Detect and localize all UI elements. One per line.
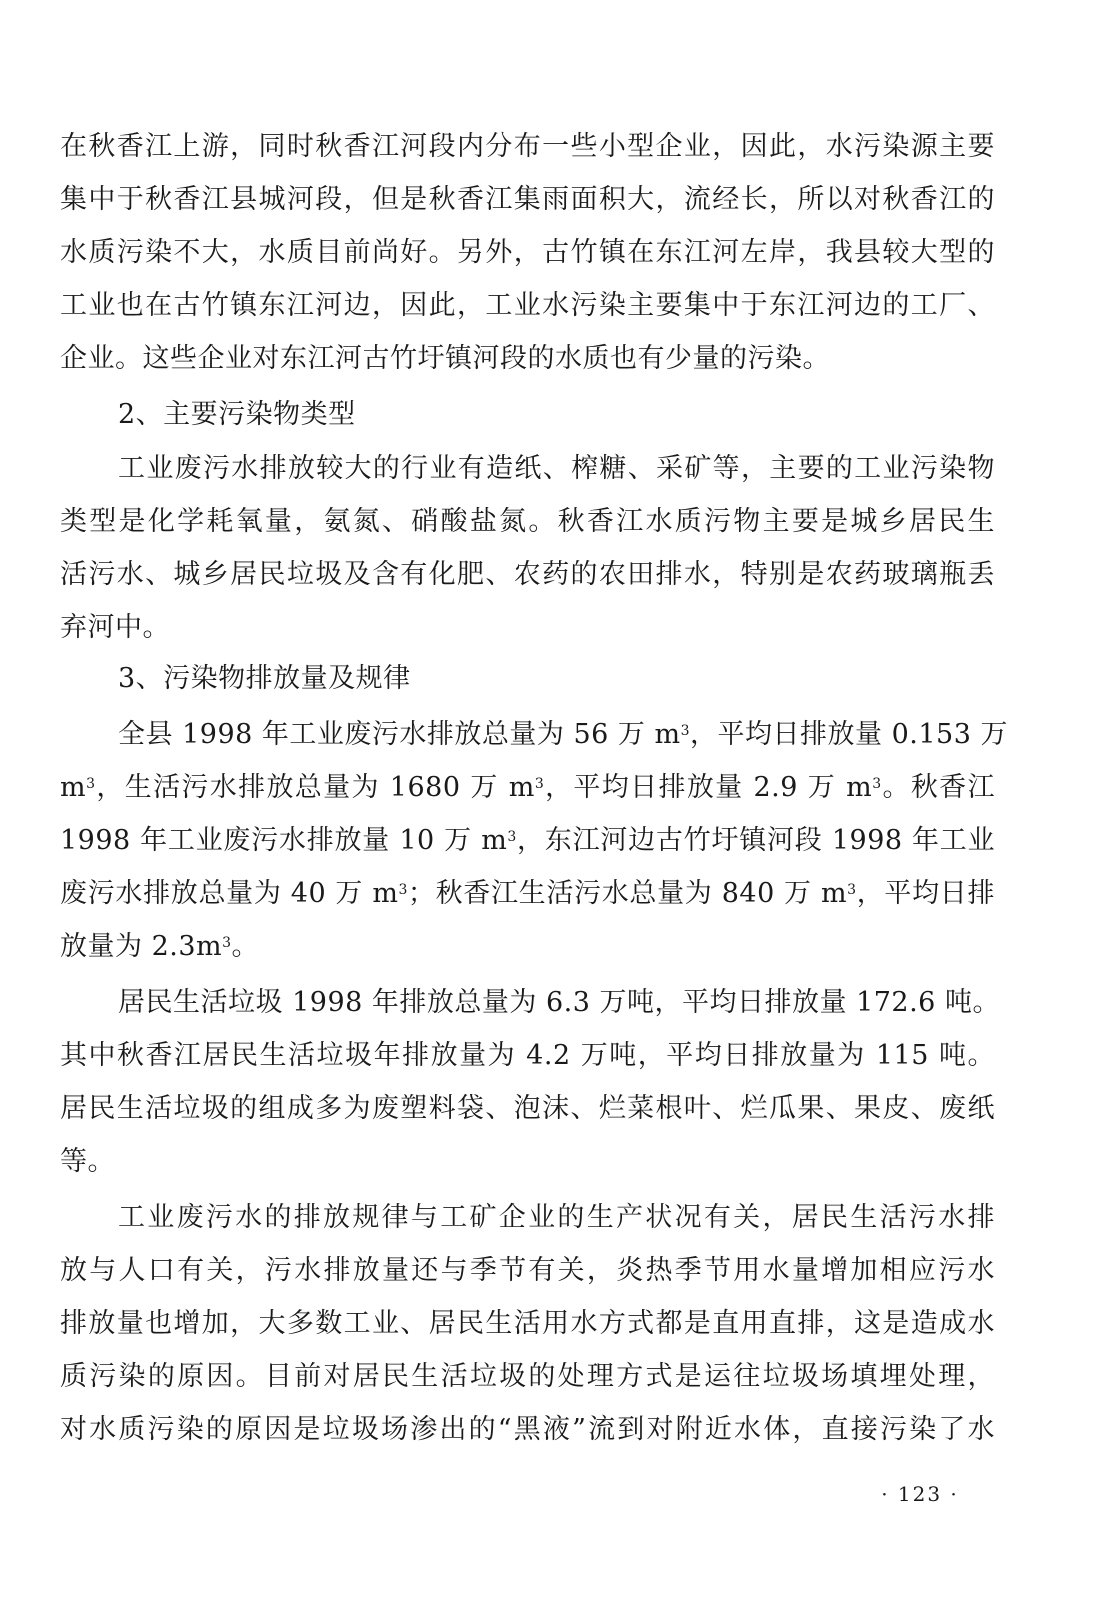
paragraph-line: 1998 年工业废污水排放量 10 万 $m^3$，东江河边古竹圩镇河段 1998 年工业 (60, 825, 995, 856)
paragraph-line: 弃河中。 (60, 612, 170, 643)
paragraph-line: 排放量也增加，大多数工业、居民生活用水方式都是直用直排，这是造成水 (60, 1308, 995, 1339)
paragraph-line: 放量为 $2.3m^3$。 (60, 931, 260, 962)
paragraph-line: 类型是化学耗氧量，氨氮、硝酸盐氮。秋香江水质污物主要是城乡居民生 (60, 506, 995, 537)
paragraph-line: 集中于秋香江县城河段，但是秋香江集雨面积大，流经长，所以对秋香江的 (60, 184, 995, 215)
paragraph-line: $m^3$，生活污水排放总量为 1680 万 $m^3$，平均日排放量 2.9 万 $m^3$。秋香江 (60, 772, 996, 803)
paragraph-line: 企业。这些企业对东江河古竹圩镇河段的水质也有少量的污染。 (60, 343, 830, 374)
paragraph-line: 工业也在古竹镇东江河边，因此，工业水污染主要集中于东江河边的工厂、 (60, 290, 995, 321)
paragraph-line: 居民生活垃圾 1998 年排放总量为 6.3 万吨，平均日排放量 172.6 吨。 (118, 987, 1000, 1018)
paragraph-line: 等。 (60, 1146, 115, 1177)
paragraph-line: 工业废污水排放较大的行业有造纸、榨糖、采矿等，主要的工业污染物 (118, 453, 995, 484)
paragraph-line: 活污水、城乡居民垃圾及含有化肥、农药的农田排水，特别是农药玻璃瓶丢 (60, 559, 995, 590)
paragraph-line: 水质污染不大，水质目前尚好。另外，古竹镇在东江河左岸，我县较大型的 (60, 237, 995, 268)
paragraph-line: 全县 1998 年工业废污水排放总量为 56 万 $m^3$，平均日排放量 0.153 万 (118, 719, 1008, 750)
paragraph-line: 对水质污染的原因是垃圾场渗出的“黑液”流到对附近水体，直接污染了水 (60, 1414, 995, 1445)
paragraph-line: 在秋香江上游，同时秋香江河段内分布一些小型企业，因此，水污染源主要 (60, 131, 995, 162)
paragraph-line: 放与人口有关，污水排放量还与季节有关，炎热季节用水量增加相应污水 (60, 1255, 995, 1286)
paragraph-line: 工业废污水的排放规律与工矿企业的生产状况有关，居民生活污水排 (118, 1202, 995, 1233)
page-number: · 123 · (881, 1482, 959, 1506)
paragraph-line: 其中秋香江居民生活垃圾年排放量为 4.2 万吨，平均日排放量为 115 吨。 (60, 1040, 995, 1071)
section-heading: 3、污染物排放量及规律 (118, 663, 411, 694)
paragraph-line: 质污染的原因。目前对居民生活垃圾的处理方式是运往垃圾场填埋处理， (60, 1361, 995, 1392)
paragraph-line: 居民生活垃圾的组成多为废塑料袋、泡沫、烂菜根叶、烂瓜果、果皮、废纸 (60, 1093, 995, 1124)
section-heading: 2、主要污染物类型 (118, 399, 356, 430)
paragraph-line: 废污水排放总量为 40 万 $m^3$；秋香江生活污水总量为 840 万 $m^3$，平均日排 (60, 878, 995, 909)
